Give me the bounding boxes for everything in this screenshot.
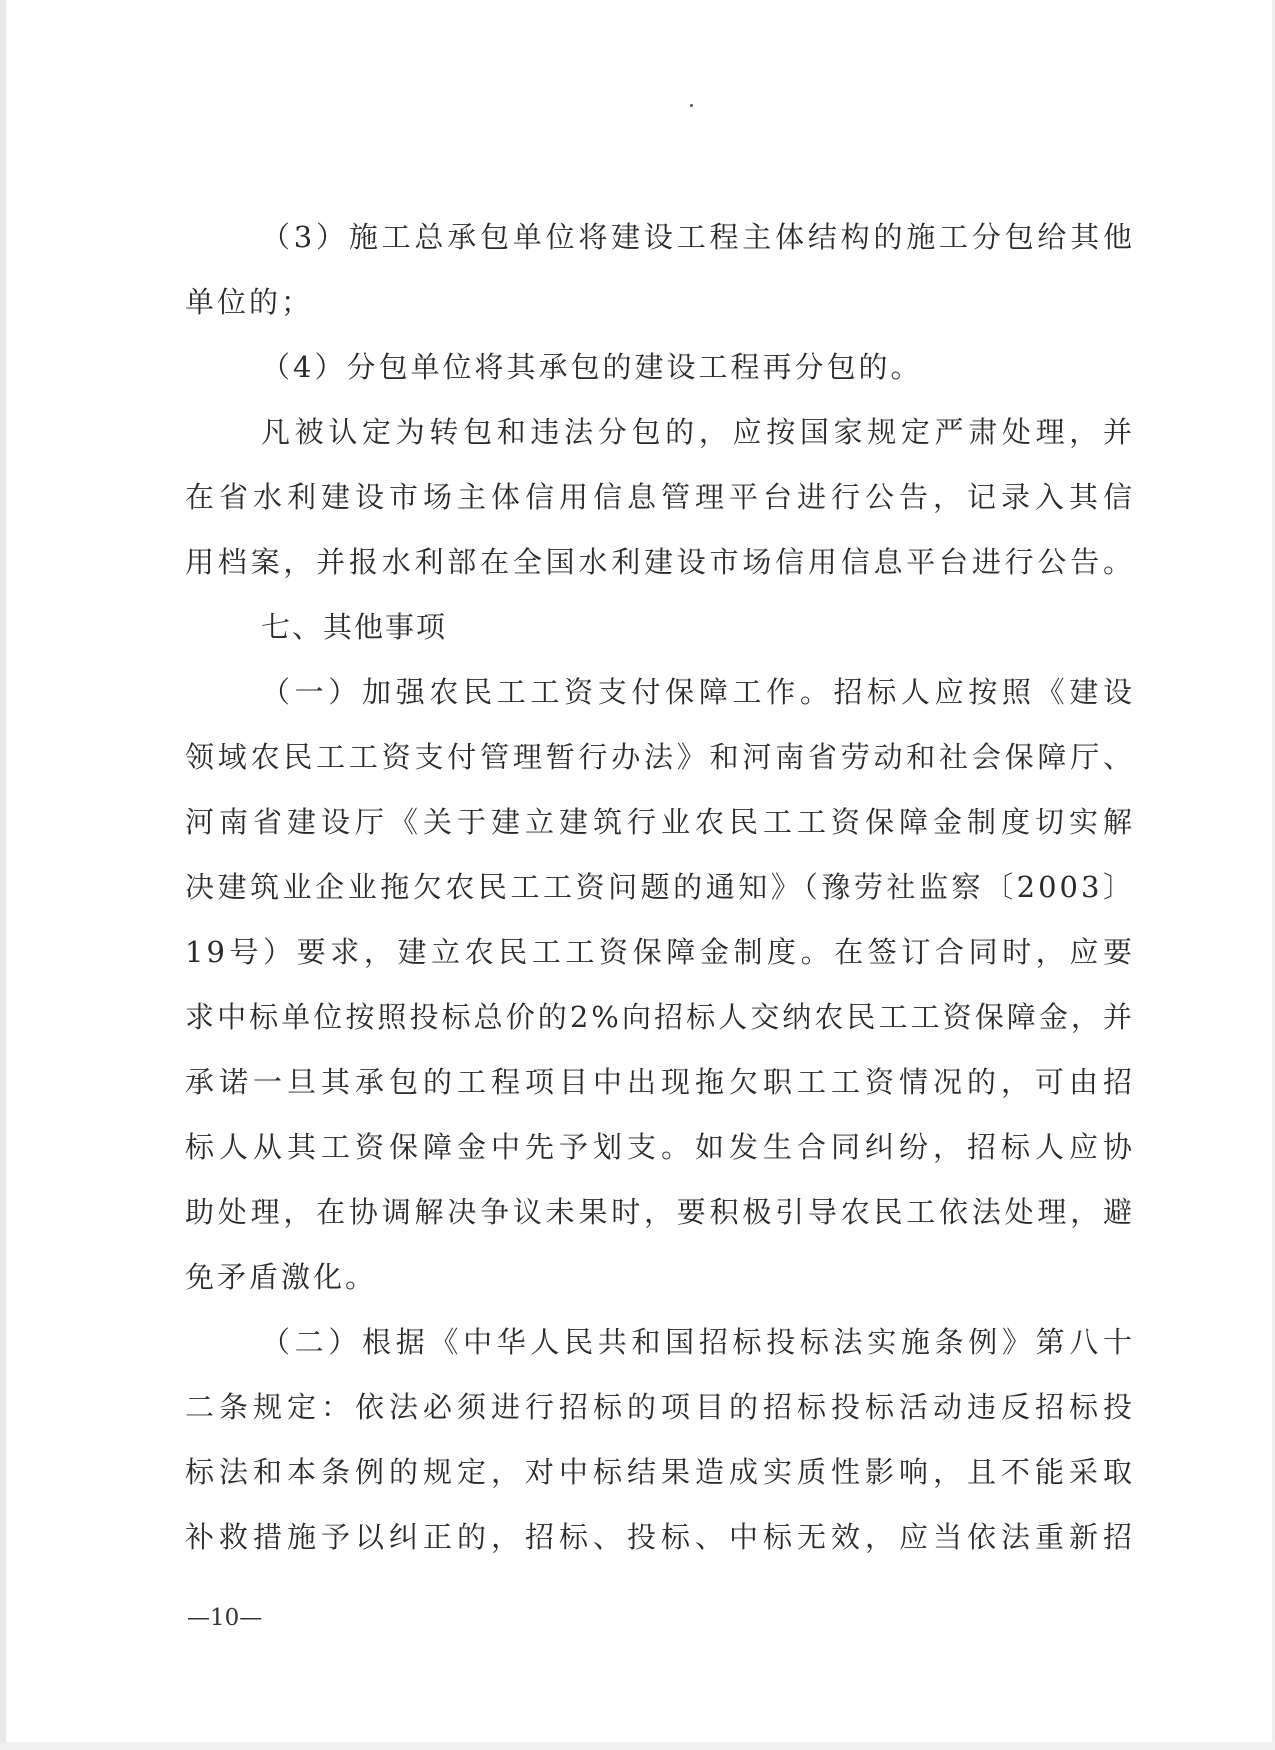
paragraph-line: （二）根据《中华人民共和国招标投标法实施条例》第八十: [261, 1325, 1135, 1359]
paragraph-line: 免矛盾激化。: [185, 1260, 378, 1294]
document-body: [185, 205, 1135, 1570]
paragraph-line: （3）施工总承包单位将建设工程主体结构的施工分包给其他: [261, 220, 1135, 254]
scan-speck: [690, 104, 693, 107]
paragraph-line: 求中标单位按照投标总价的2%向招标人交纳农民工工资保障金，并: [185, 1000, 1135, 1034]
paragraph-line: 承诺一旦其承包的工程项目中出现拖欠职工工资情况的，可由招: [185, 1065, 1135, 1099]
paragraph-line: （4）分包单位将其承包的建设工程再分包的。: [261, 350, 923, 384]
paragraph-line: 标法和本条例的规定，对中标结果造成实质性影响，且不能采取: [185, 1455, 1135, 1489]
paragraph-line: 二条规定：依法必须进行招标的项目的招标投标活动违反招标投: [185, 1390, 1135, 1424]
paragraph-line: 决建筑业企业拖欠农民工工资问题的通知》（豫劳社监察〔2003〕: [185, 870, 1135, 904]
paragraph-line: 单位的；: [185, 285, 314, 319]
paragraph-line: 河南省建设厅《关于建立建筑行业农民工工资保障金制度切实解: [185, 805, 1135, 839]
paragraph-line: （一）加强农民工工资支付保障工作。招标人应按照《建设: [261, 675, 1135, 709]
scan-edge-bottom: [0, 1742, 1275, 1750]
paragraph-line: 用档案，并报水利部在全国水利建设市场信用信息平台进行公告。: [185, 545, 1135, 579]
paragraph-line: 补救措施予以纠正的，招标、投标、中标无效，应当依法重新招: [185, 1520, 1135, 1554]
paragraph-line: 19号）要求，建立农民工工资保障金制度。在签订合同时，应要: [185, 935, 1135, 969]
section-heading: 七、其他事项: [261, 610, 448, 644]
paragraph-line: 在省水利建设市场主体信用信息管理平台进行公告，记录入其信: [185, 480, 1135, 514]
paragraph-line: 凡被认定为转包和违法分包的，应按国家规定严肃处理，并: [261, 415, 1135, 449]
scan-edge-left: [0, 0, 6, 1750]
paragraph-line: 助处理，在协调解决争议未果时，要积极引导农民工依法处理，避: [185, 1195, 1135, 1229]
paragraph-line: 标人从其工资保障金中先予划支。如发生合同纠纷，招标人应协: [185, 1130, 1135, 1164]
paragraph-line: 领域农民工工资支付管理暂行办法》和河南省劳动和社会保障厅、: [185, 740, 1135, 774]
page-number: —10—: [187, 1605, 263, 1631]
